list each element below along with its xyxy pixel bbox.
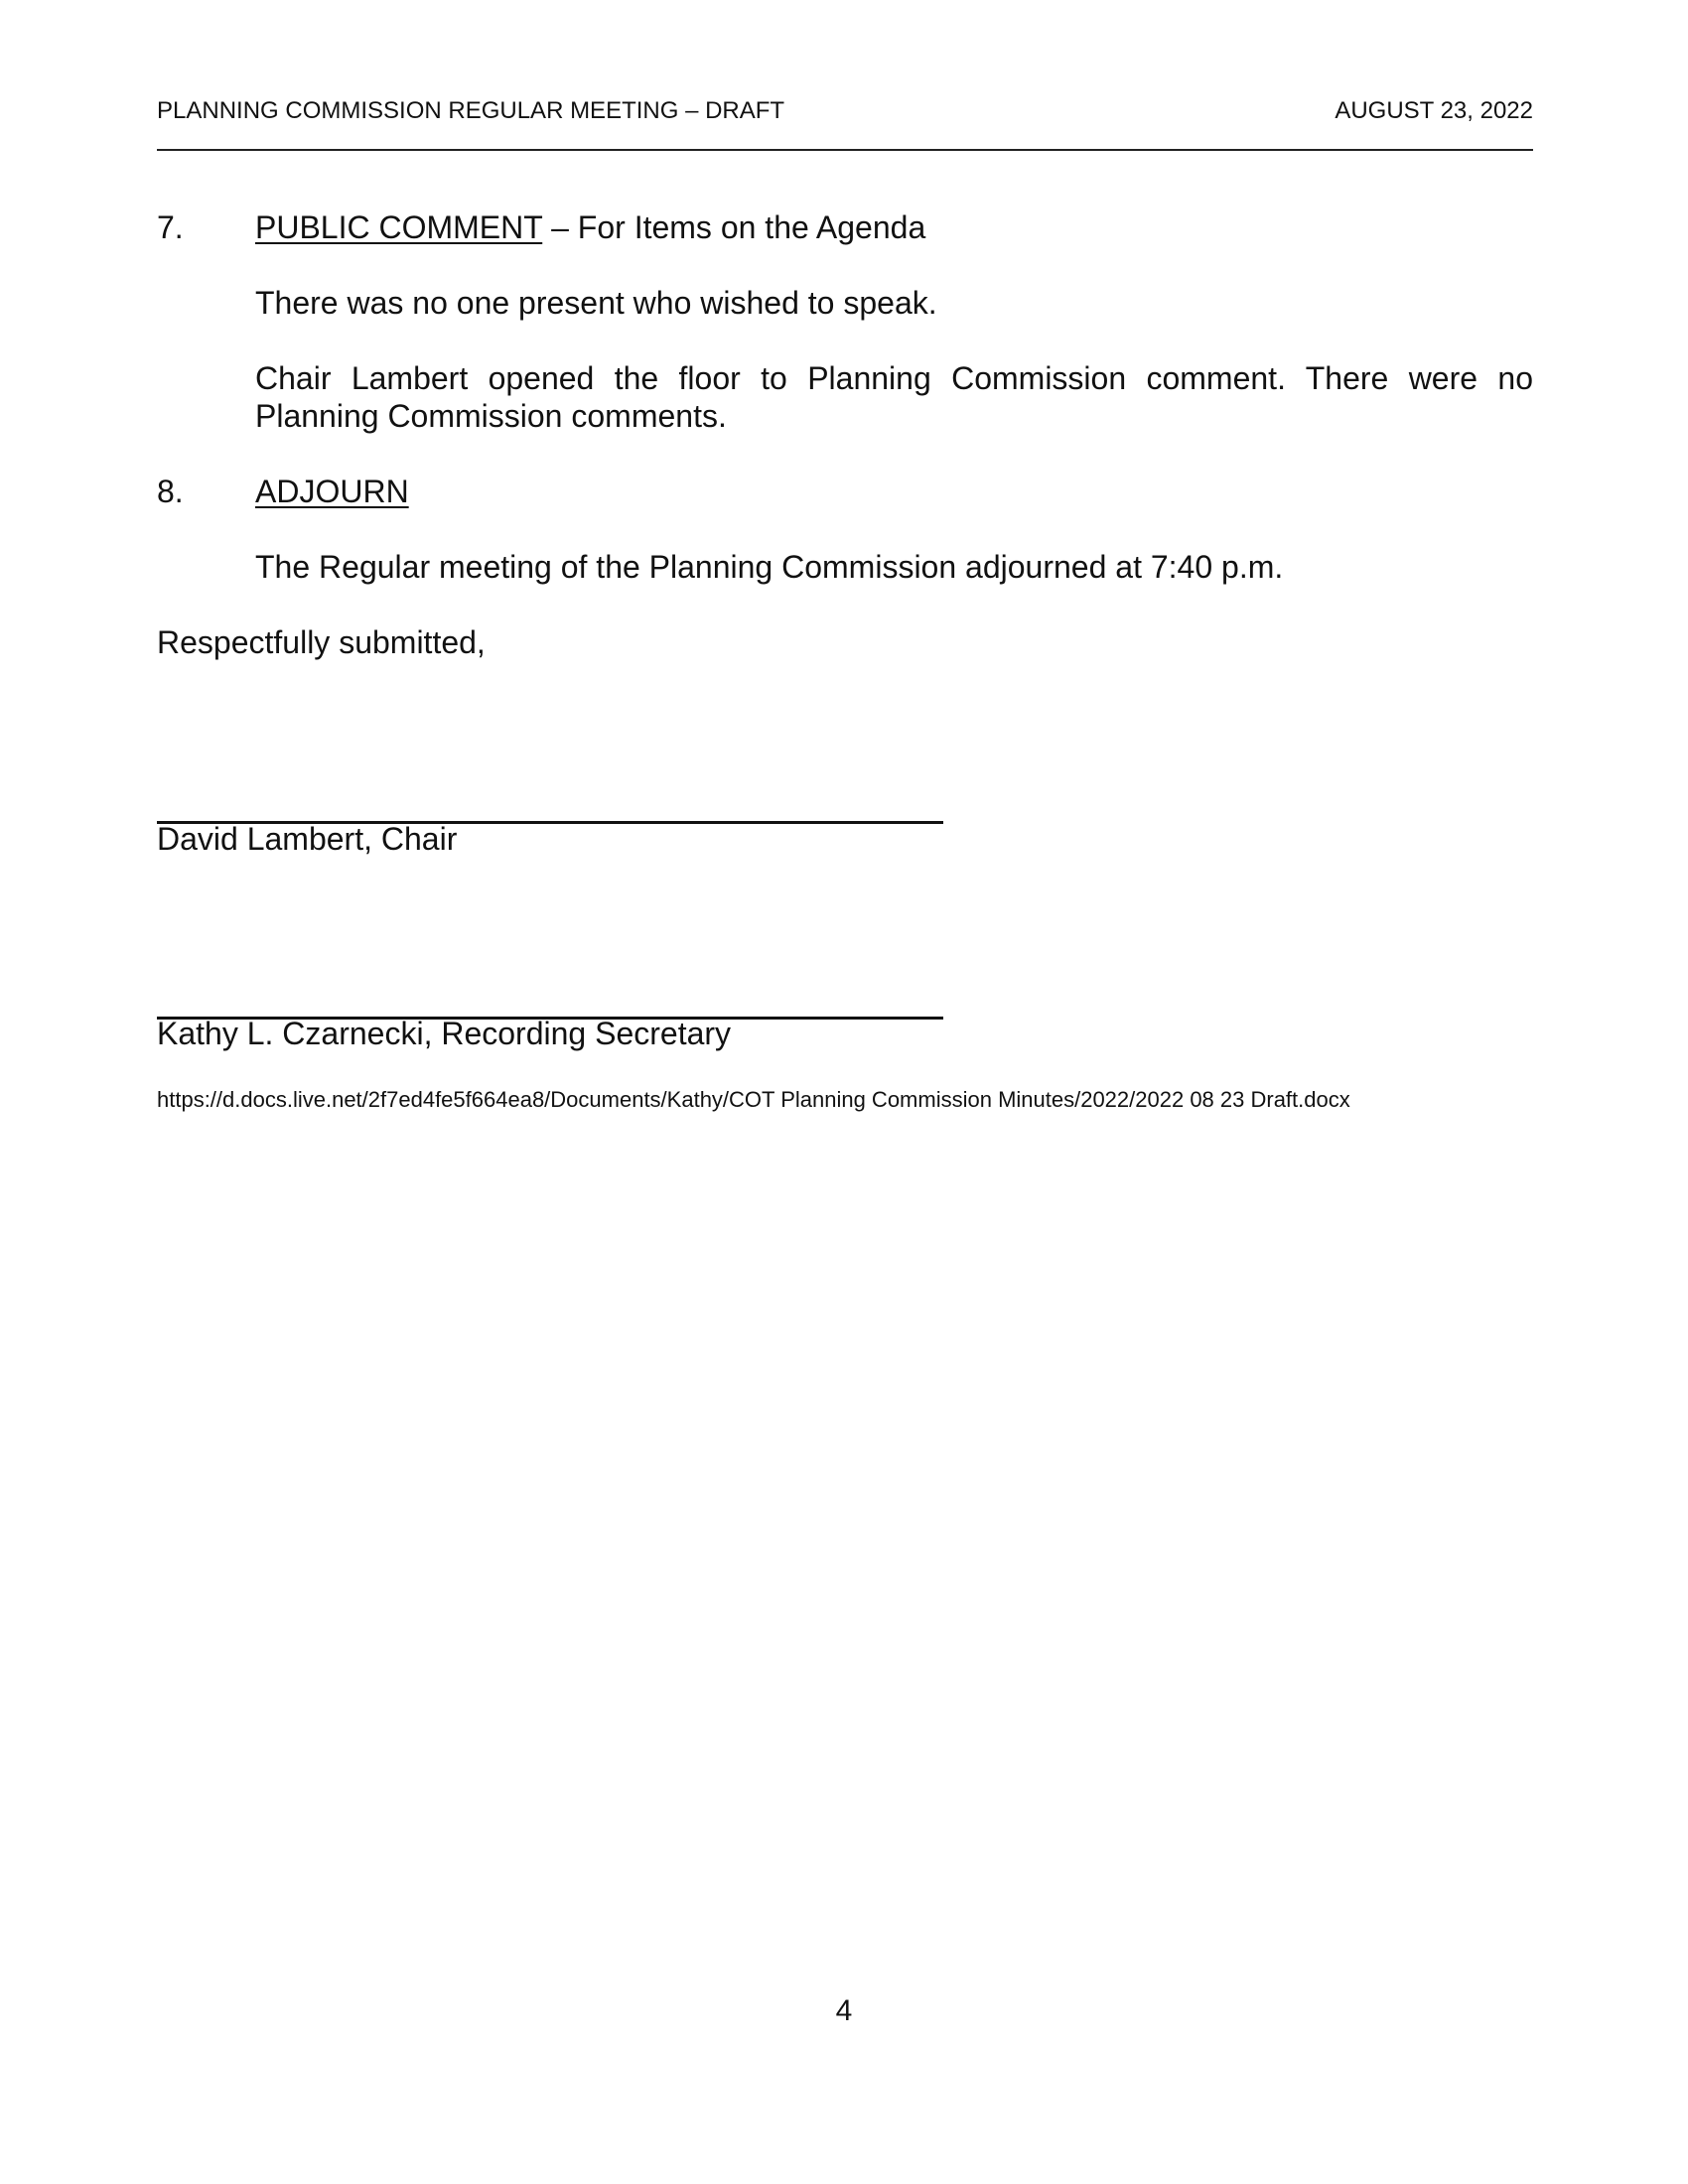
signature-name-secretary: Kathy L. Czarnecki, Recording Secretary [157, 1016, 732, 1051]
item-heading [255, 208, 925, 246]
item-heading [255, 473, 409, 510]
item-8-paragraph-1: The Regular meeting of the Planning Commission adjourned at 7:40 p.m. [255, 549, 1284, 585]
closing-text: Respectfully submitted, [157, 624, 486, 660]
item-7-paragraph-2: Chair Lambert opened the floor to Planning Commission comment. There were no Planning Commission comments. [255, 360, 1533, 434]
item-title: ADJOURN [255, 474, 409, 509]
item-title: PUBLIC COMMENT [255, 209, 543, 245]
item-number: 8. [157, 474, 184, 509]
item-number: 7. [157, 209, 184, 245]
item-7-paragraph-1: There was no one present who wished to speak. [255, 285, 937, 321]
file-path: https://d.docs.live.net/2f7ed4fe5f664ea8/Documents/Kathy/COT Planning Commission Minutes/2022/2022 08 23 Draft.docx [157, 1087, 1350, 1112]
header-divider [157, 149, 1533, 151]
page-number: 4 [835, 1994, 853, 2027]
header-title: PLANNING COMMISSION REGULAR MEETING – DRAFT [157, 97, 785, 124]
header-date: AUGUST 23, 2022 [1335, 97, 1533, 124]
signature-name-chair: David Lambert, Chair [157, 821, 458, 857]
item-subtitle: – For Items on the Agenda [542, 209, 926, 245]
page-header [157, 95, 1533, 127]
